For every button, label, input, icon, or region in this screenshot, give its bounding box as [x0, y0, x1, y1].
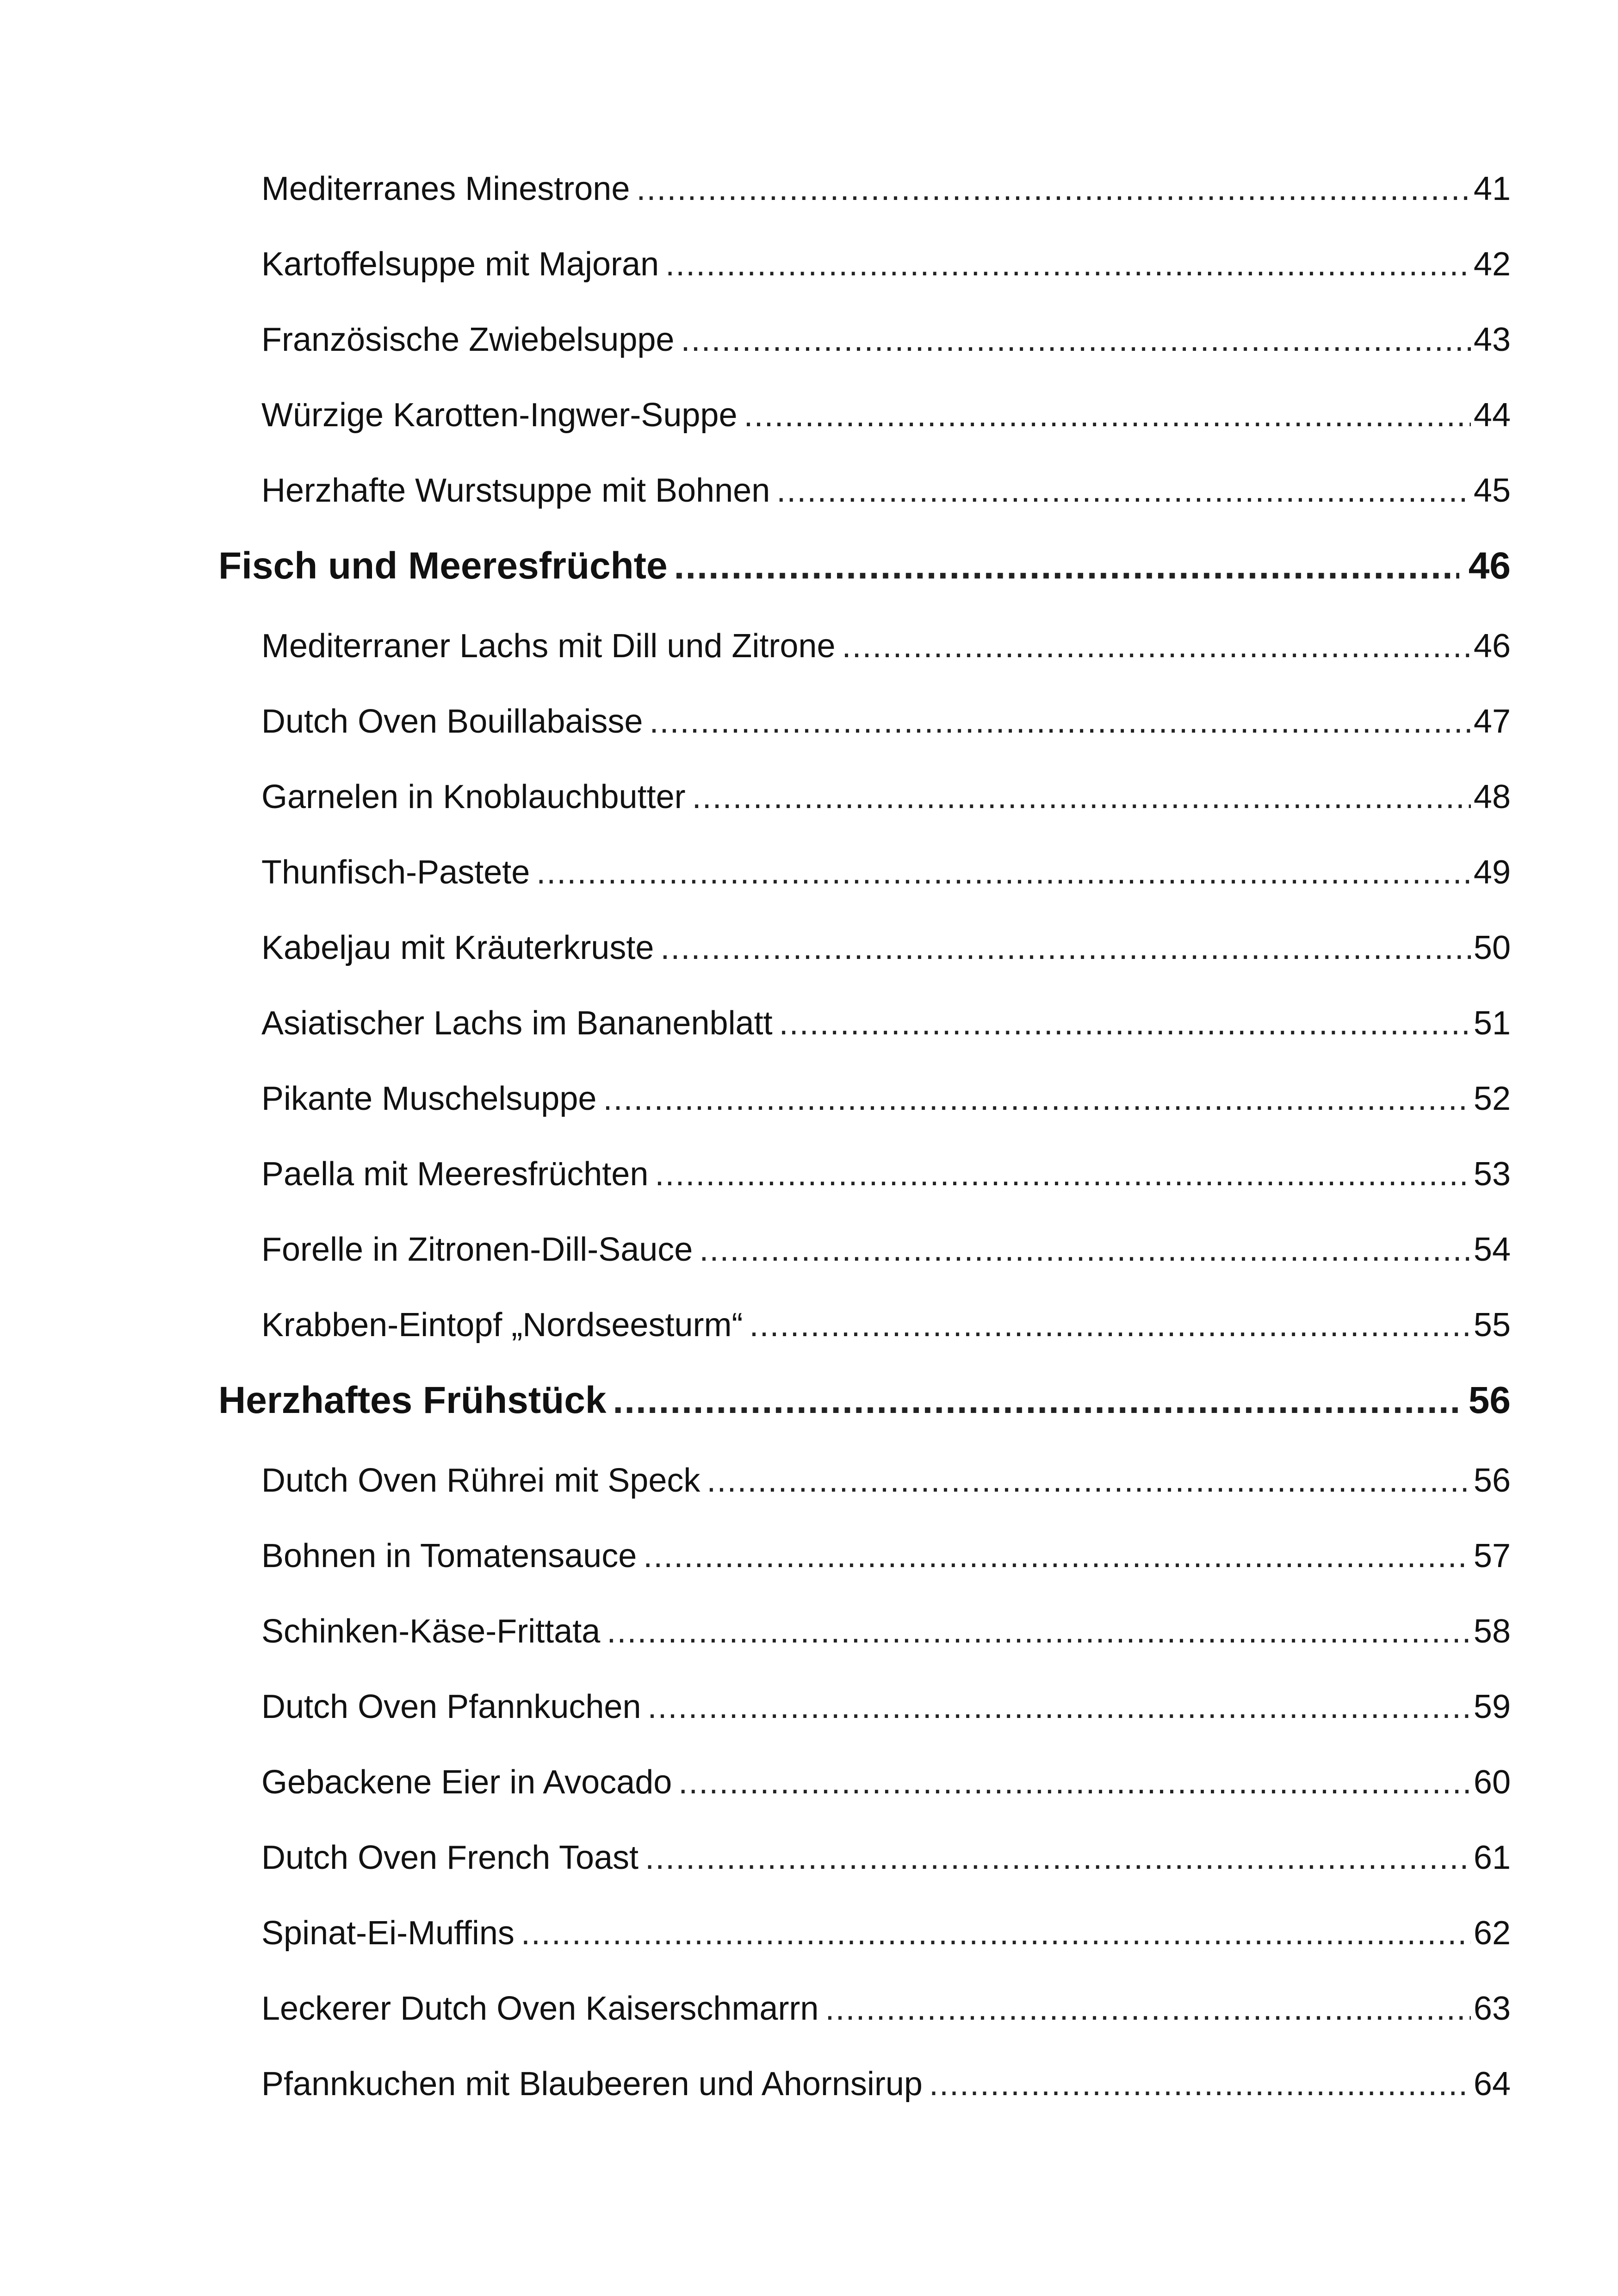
toc-entry-page: 48: [1473, 778, 1511, 815]
toc-entry[interactable]: [261, 390, 1511, 441]
toc-entry[interactable]: [261, 772, 1511, 822]
dot-leader: [699, 1224, 1471, 1275]
toc-entry[interactable]: [261, 163, 1511, 214]
toc-entry-page: 54: [1473, 1231, 1511, 1268]
dot-leader: [749, 1300, 1470, 1350]
toc-entry-page: 53: [1473, 1156, 1511, 1193]
dot-leader: [678, 1757, 1471, 1808]
toc-entry-page: 49: [1473, 854, 1511, 891]
toc-entry-page: 61: [1473, 1839, 1511, 1876]
toc-entry-page: 45: [1473, 472, 1511, 509]
toc-entry-title: Mediterranes Minestrone: [261, 170, 630, 207]
dot-leader: [643, 1531, 1471, 1581]
toc-entry-title: Pikante Muschelsuppe: [261, 1080, 597, 1117]
toc-entry-title: Pfannkuchen mit Blaubeeren und Ahornsirup: [261, 2066, 923, 2103]
toc-entry-title: Herzhafte Wurstsuppe mit Bohnen: [261, 472, 770, 509]
toc-entry[interactable]: [261, 1073, 1511, 1124]
toc-entry-title: Schinken-Käse-Frittata: [261, 1613, 601, 1650]
toc-section-title: Fisch und Meeresfrüchte: [218, 545, 668, 587]
toc-entry-page: 57: [1473, 1537, 1511, 1574]
dot-leader: [613, 1373, 1459, 1428]
toc-entry-title: Mediterraner Lachs mit Dill und Zitrone: [261, 628, 836, 665]
toc-entry-page: 52: [1473, 1080, 1511, 1117]
dot-leader: [645, 1832, 1471, 1883]
toc-entry-page: 43: [1473, 321, 1511, 358]
dot-leader: [648, 1681, 1471, 1732]
toc-section-heading[interactable]: [218, 1373, 1511, 1428]
dot-leader: [607, 1606, 1471, 1657]
toc-section-page: 56: [1468, 1379, 1511, 1421]
dot-leader: [929, 2059, 1471, 2109]
toc-entry[interactable]: [261, 998, 1511, 1049]
dot-leader: [660, 922, 1471, 973]
toc-entry[interactable]: [261, 1455, 1511, 1506]
toc-entry-page: 44: [1473, 397, 1511, 434]
toc-entry[interactable]: [261, 1224, 1511, 1275]
toc-entry-title: Paella mit Meeresfrüchten: [261, 1156, 649, 1193]
toc-entry[interactable]: [261, 1300, 1511, 1350]
toc-entry-page: 60: [1473, 1764, 1511, 1801]
toc-entry-title: Krabben-Eintopf „Nordseesturm“: [261, 1307, 743, 1344]
toc-entry-title: Asiatischer Lachs im Bananenblatt: [261, 1005, 773, 1042]
dot-leader: [655, 1149, 1471, 1200]
toc-entry-page: 63: [1473, 1990, 1511, 2027]
toc-entry[interactable]: [261, 1832, 1511, 1883]
toc-section-page: 46: [1468, 545, 1511, 587]
dot-leader: [825, 1983, 1470, 2034]
toc-entry-title: Thunfisch-Pastete: [261, 854, 530, 891]
dot-leader: [665, 239, 1471, 290]
dot-leader: [692, 772, 1471, 822]
toc-entry-title: Bohnen in Tomatensauce: [261, 1537, 637, 1574]
toc-entry-title: Dutch Oven French Toast: [261, 1839, 639, 1876]
toc-entry-title: Garnelen in Knoblauchbutter: [261, 778, 686, 815]
toc-entry[interactable]: [261, 1681, 1511, 1732]
toc-entry-page: 55: [1473, 1307, 1511, 1344]
toc-entry[interactable]: [261, 621, 1511, 672]
toc-entry-title: Dutch Oven Bouillabaisse: [261, 703, 643, 740]
toc-entry-page: 58: [1473, 1613, 1511, 1650]
toc-entry-page: 50: [1473, 929, 1511, 966]
toc-entry-page: 56: [1473, 1462, 1511, 1499]
toc-entry[interactable]: [261, 922, 1511, 973]
toc-entry-title: Würzige Karotten-Ingwer-Suppe: [261, 397, 738, 434]
toc-entry[interactable]: [261, 847, 1511, 898]
toc-entry-page: 47: [1473, 703, 1511, 740]
toc-entry[interactable]: [261, 696, 1511, 747]
toc-entry-page: 59: [1473, 1688, 1511, 1725]
toc-entry-page: 46: [1473, 628, 1511, 665]
toc-entry-title: Gebackene Eier in Avocado: [261, 1764, 672, 1801]
toc-entry-title: Kabeljau mit Kräuterkruste: [261, 929, 654, 966]
toc-entry-title: Leckerer Dutch Oven Kaiserschmarrn: [261, 1990, 819, 2027]
dot-leader: [681, 314, 1470, 365]
dot-leader: [674, 538, 1459, 594]
dot-leader: [649, 696, 1470, 747]
toc-entry-title: Französische Zwiebelsuppe: [261, 321, 675, 358]
toc-entry-page: 64: [1473, 2066, 1511, 2103]
toc-entry-title: Spinat-Ei-Muffins: [261, 1915, 515, 1952]
toc-entry[interactable]: [261, 1983, 1511, 2034]
toc-entry[interactable]: [261, 2059, 1511, 2109]
toc-entry-page: 51: [1473, 1005, 1511, 1042]
dot-leader: [776, 465, 1471, 516]
dot-leader: [707, 1455, 1471, 1506]
dot-leader: [603, 1073, 1470, 1124]
dot-leader: [779, 998, 1471, 1049]
toc-entry-page: 42: [1473, 246, 1511, 283]
dot-leader: [521, 1908, 1471, 1959]
dot-leader: [536, 847, 1471, 898]
dot-leader: [636, 163, 1471, 214]
toc-entry[interactable]: [261, 465, 1511, 516]
toc-entry[interactable]: [261, 1149, 1511, 1200]
toc-entry[interactable]: [261, 1531, 1511, 1581]
dot-leader: [744, 390, 1471, 441]
toc-entry-title: Dutch Oven Pfannkuchen: [261, 1688, 641, 1725]
toc-entry[interactable]: [261, 1606, 1511, 1657]
toc-entry-title: Kartoffelsuppe mit Majoran: [261, 246, 659, 283]
toc-entry-page: 62: [1473, 1915, 1511, 1952]
toc-section-title: Herzhaftes Frühstück: [218, 1379, 607, 1421]
toc-entry[interactable]: [261, 1908, 1511, 1959]
toc-entry-title: Forelle in Zitronen-Dill-Sauce: [261, 1231, 693, 1268]
toc-entry[interactable]: [261, 239, 1511, 290]
toc-entry-page: 41: [1473, 170, 1511, 207]
dot-leader: [842, 621, 1471, 672]
toc-entry[interactable]: [261, 314, 1511, 365]
toc-section-heading[interactable]: [218, 538, 1511, 594]
toc-entry[interactable]: [261, 1757, 1511, 1808]
toc-entry-title: Dutch Oven Rührei mit Speck: [261, 1462, 701, 1499]
